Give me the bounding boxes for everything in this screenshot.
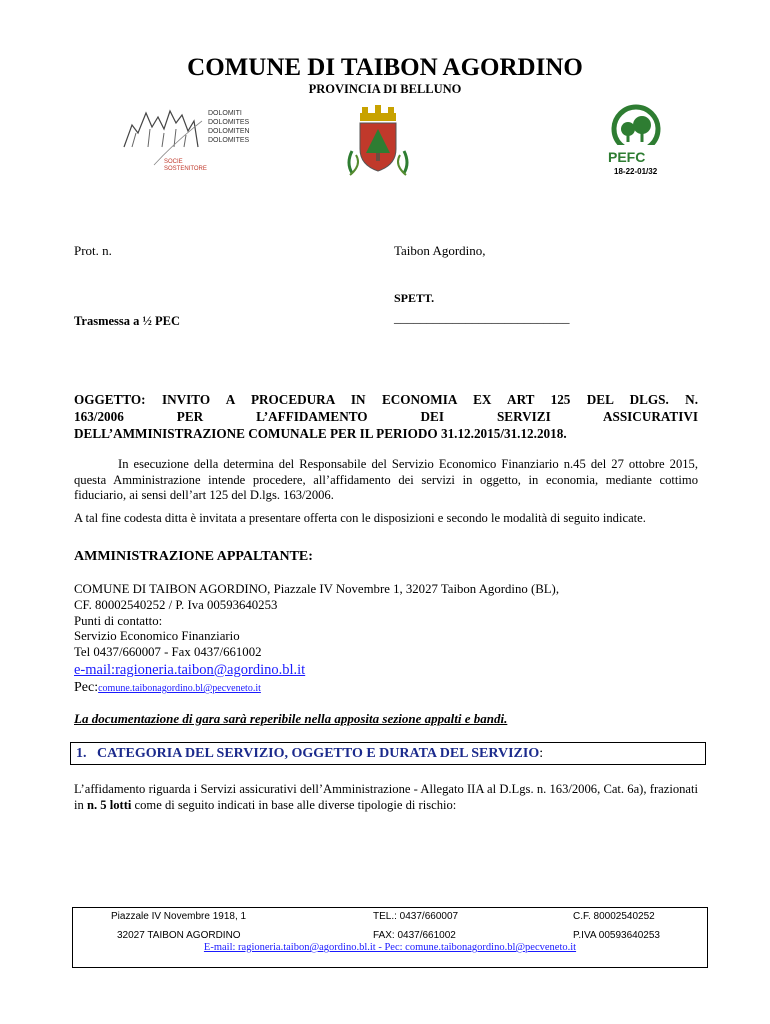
pefc-brand: PEFC — [608, 149, 646, 165]
subject-block — [74, 391, 698, 442]
address-line: Tel 0437/660007 - Fax 0437/661002 — [74, 645, 262, 660]
paragraph-3-part: L’affidamento riguarda i Servizi assicurativi dell’Amministrazione - Allegato IIA al D.Lgs. n. 163/2006, Cat. 6a), frazionati in — [74, 782, 698, 812]
footer-address-2: 32027 TAIBON AGORDINO — [117, 930, 241, 941]
recipient-line: ___________________________ — [394, 310, 570, 325]
transmit-label: Trasmessa a ½ PEC — [74, 314, 181, 328]
pefc-logo — [604, 103, 674, 179]
footer-cf: C.F. 80002540252 — [573, 911, 655, 922]
section-1-title — [76, 746, 543, 762]
email-link[interactable]: e-mail:ragioneria.taibon@agordino.bl.it — [74, 661, 306, 678]
address-line: COMUNE DI TAIBON AGORDINO, Piazzale IV Novembre 1, 32027 Taibon Agordino (BL), — [74, 582, 560, 596]
footer-piva: P.IVA 00593640253 — [573, 930, 660, 941]
coat-of-arms-icon — [342, 103, 414, 181]
prot-label: Prot. n. — [74, 243, 112, 258]
address-line: Punti di contatto: — [74, 613, 163, 628]
section-1-colon: : — [539, 746, 544, 761]
paragraph-2: A tal fine codesta ditta è invitata a presentare offerta con le disposizioni e secondo le modalità di seguito indicate. — [74, 511, 646, 525]
footer-address-1: Piazzale IV Novembre 1918, 1 — [111, 911, 247, 922]
address-line: Servizio Economico Finanziario — [74, 629, 240, 644]
subject-line: DELL’AMMINISTRAZIONE COMUNALE PER IL PERIODO 31.12.2015/31.12.2018. — [74, 426, 567, 441]
subject-line: OGGETTO: INVITO A PROCEDURA IN ECONOMIA EX ART 125 DEL DLGS. N. — [74, 392, 698, 407]
spett-label: SPETT. — [394, 291, 435, 305]
dolomiti-line: DOLOMITES — [208, 137, 250, 144]
dolomiti-line: DOLOMITEN — [208, 128, 250, 135]
address-block — [74, 582, 559, 697]
page-title: COMUNE DI TAIBON AGORDINO — [187, 54, 583, 81]
paragraph-1: In esecuzione della determina del Responsabile del Servizio Economico Finanziario n.45 del 27 ottobre 2015, questa Amministrazione intende procedere, all’affidamento dei servizi in oggetto, in economia, mediante cottimo fiduciario, ai sensi dell’art 125 del D.lgs. 163/2006. — [74, 457, 698, 502]
dolomiti-caption: SOSTENITORE — [164, 166, 207, 172]
section-admin-heading: AMMINISTRAZIONE APPALTANTE: — [74, 549, 313, 564]
dolomiti-logo — [118, 103, 250, 181]
documentation-note: La documentazione di gara sarà reperibile nella apposita sezione appalti e bandi. — [74, 711, 508, 726]
address-line: CF. 80002540252 / P. Iva 00593640253 — [74, 597, 278, 612]
footer-fax: FAX: 0437/661002 — [373, 930, 456, 941]
pec-link[interactable]: comune.taibonagordino.bl@pecveneto.it — [98, 682, 261, 694]
footer-tel: TEL.: 0437/660007 — [373, 911, 459, 922]
section-1-text: CATEGORIA DEL SERVIZIO, OGGETTO E DURATA DEL SERVIZIO — [97, 746, 540, 761]
footer-contacts-link[interactable]: E-mail: ragioneria.taibon@agordino.bl.it - Pec: comune.taibonagordino.bl@pecveneto.it — [203, 942, 577, 953]
section-1-number: 1. — [76, 746, 87, 761]
dolomiti-line: DOLOMITES — [208, 119, 250, 126]
place-label: Taibon Agordino, — [394, 243, 486, 258]
paragraph-3-part: come di seguito indicati in base alle diverse tipologie di rischio: — [131, 797, 457, 812]
pec-label: Pec: — [74, 679, 99, 695]
dolomiti-line: DOLOMITI — [208, 110, 242, 117]
subject-line: 163/2006 PER L’AFFIDAMENTO DEI SERVIZI ASSICURATIVI — [74, 409, 698, 424]
page-subtitle: PROVINCIA DI BELLUNO — [308, 82, 462, 96]
page-footer — [72, 907, 708, 968]
lots-count: n. 5 lotti — [86, 797, 132, 812]
pefc-code: 18-22-01/32 — [614, 167, 658, 176]
dolomiti-caption: SOCIE — [164, 159, 183, 165]
paragraph-3 — [74, 782, 698, 813]
